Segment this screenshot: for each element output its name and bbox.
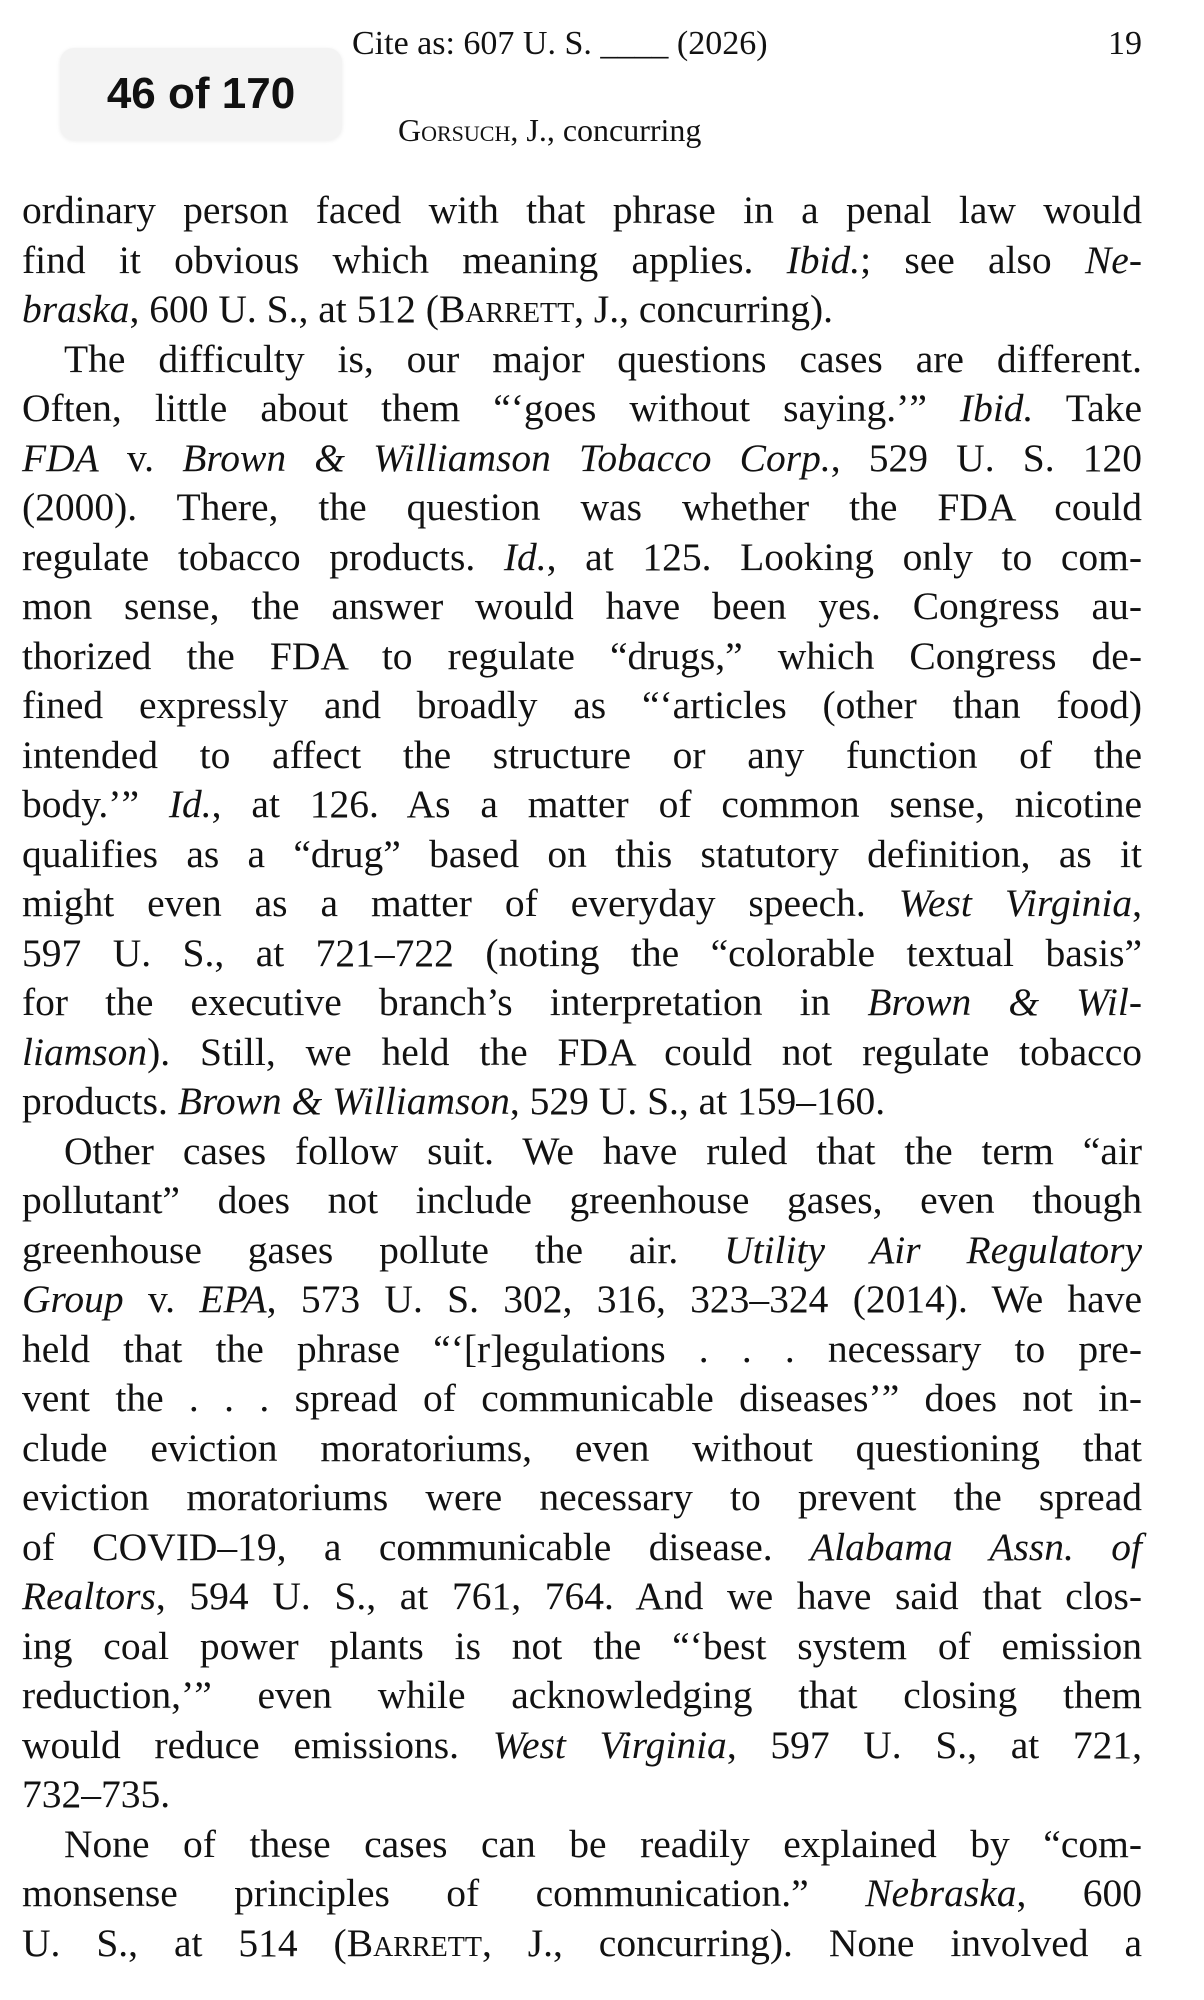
text-segment: , J., concurring). None involved a [481, 1920, 1142, 1965]
text-line [22, 681, 1142, 731]
text-segment: reduction,’” even while acknowledging that closing them [22, 1673, 1142, 1717]
text-segment: body.’” [22, 782, 169, 826]
text-segment: ing coal power plants is not the “‘best system of emission [22, 1623, 1142, 1668]
page-number: 19 [1108, 25, 1142, 62]
italic-citation: Id. [503, 534, 547, 579]
text-segment: , 529 U. S., at 159–160. [509, 1079, 886, 1123]
text-line [22, 1424, 1142, 1474]
text-segment: qualifies as a “drug” based on this statutory definition, as it [22, 831, 1142, 876]
text-line [22, 1127, 1142, 1177]
text-segment: monsense principles of communication.” [22, 1871, 866, 1915]
text-segment: , 600 [1016, 1871, 1143, 1915]
text-segment: , at 126. As a matter of common sense, nicotine [211, 782, 1142, 826]
italic-citation: Realtors [22, 1574, 156, 1618]
italic-citation: Alabama Assn. of [810, 1524, 1142, 1569]
text-segment: , 597 U. S., at 721, [726, 1722, 1143, 1767]
text-line [22, 434, 1142, 484]
text-segment: 597 U. S., at 721–722 (noting the “colorable textual basis” [22, 930, 1142, 975]
small-caps-name: Barrett [438, 287, 575, 331]
text-segment: (2000). There, the question was whether the FDA could [22, 485, 1142, 529]
text-segment: clude eviction moratoriums, even without questioning that [22, 1425, 1142, 1470]
text-segment: The difficulty is, our major questions cases are different. [64, 336, 1142, 381]
italic-citation: Id. [168, 782, 212, 826]
text-segment: held that the phrase “‘[r]egulations . . . necessary to pre- [22, 1326, 1142, 1371]
text-line [22, 1176, 1142, 1226]
text-line [22, 929, 1142, 979]
text-segment: v. [123, 1277, 200, 1321]
text-segment: , J., concurring). [574, 287, 834, 331]
text-segment: would reduce emissions. [22, 1722, 493, 1767]
italic-citation: Utility Air Regulatory [724, 1227, 1143, 1272]
text-line [22, 731, 1142, 781]
text-line [22, 1622, 1142, 1672]
text-line [22, 533, 1142, 583]
text-segment: pollutant” does not include greenhouse gases, even though [22, 1178, 1142, 1222]
text-line [22, 1077, 1142, 1127]
text-segment: ). Still, we held the FDA could not regulate tobacco [147, 1029, 1142, 1074]
text-segment: None of these cases can be readily explained by “com- [64, 1821, 1142, 1866]
citation-line: Cite as: 607 U. S. ____ (2026) [352, 25, 768, 62]
text-segment: , 594 U. S., at 761, 764. And we have said that clos- [155, 1574, 1142, 1618]
italic-citation: FDA [22, 435, 99, 480]
text-line [22, 1820, 1142, 1870]
text-line [22, 632, 1142, 682]
text-segment: Take [1033, 386, 1142, 430]
text-segment: , 600 U. S., at 512 ( [129, 287, 439, 331]
text-segment: products. [22, 1079, 178, 1123]
text-line [22, 186, 1142, 236]
text-line [22, 1770, 1142, 1820]
text-line [22, 1869, 1142, 1919]
italic-citation: Ne- [1084, 237, 1142, 282]
text-segment: fined expressly and broadly as “‘articles (other than food) [22, 683, 1142, 727]
italic-citation: West Virginia [898, 881, 1133, 925]
text-line [22, 780, 1142, 830]
opinion-body-text [22, 186, 1142, 1968]
italic-citation: liamson [22, 1029, 148, 1074]
text-segment: of COVID–19, a communicable disease. [22, 1524, 811, 1569]
italic-citation: EPA [199, 1277, 267, 1321]
text-line [22, 1721, 1142, 1771]
italic-citation: Brown & Wil- [867, 980, 1142, 1024]
text-segment: Often, little about them “‘goes without saying.’” [22, 386, 960, 430]
italic-citation: Group [22, 1277, 124, 1321]
text-segment: eviction moratoriums were necessary to prevent the spread [22, 1475, 1142, 1519]
text-line [22, 1325, 1142, 1375]
text-segment: intended to affect the structure or any function of the [22, 732, 1142, 777]
text-segment: U. S., at 514 ( [22, 1920, 347, 1965]
text-segment: v. [98, 435, 183, 480]
text-segment: , [1132, 881, 1142, 925]
page-counter-badge: 46 of 170 [60, 48, 342, 140]
text-segment: ordinary person faced with that phrase in a penal law would [22, 188, 1142, 232]
text-line [22, 335, 1142, 385]
text-line [22, 1226, 1142, 1276]
italic-citation: Nebraska [865, 1871, 1017, 1915]
italic-citation: Ibid. [786, 237, 861, 282]
text-line [22, 1374, 1142, 1424]
text-segment: regulate tobacco products. [22, 534, 504, 579]
text-line [22, 879, 1142, 929]
text-line [22, 384, 1142, 434]
italic-citation: Brown & Williamson [177, 1079, 510, 1123]
text-segment: find it obvious which meaning applies. [22, 237, 787, 282]
text-line [22, 1919, 1142, 1969]
italic-citation: West Virginia [492, 1722, 727, 1767]
text-segment: Other cases follow suit. We have ruled that the term “air [64, 1128, 1142, 1173]
text-line [22, 1671, 1142, 1721]
text-segment: vent the . . . spread of communicable diseases’” does not in- [22, 1376, 1142, 1420]
text-segment: , 529 U. S. 120 [830, 435, 1142, 480]
text-line [22, 483, 1142, 533]
text-line [22, 1275, 1142, 1325]
italic-citation: braska [22, 287, 130, 331]
text-segment: thorized the FDA to regulate “drugs,” which Congress de- [22, 633, 1142, 678]
small-caps-name: Barrett [346, 1920, 482, 1965]
text-line [22, 285, 1142, 335]
text-segment: for the executive branch’s interpretation in [22, 980, 868, 1024]
text-segment: greenhouse gases pollute the air. [22, 1227, 725, 1272]
text-line [22, 582, 1142, 632]
justice-name: Gorsuch [398, 112, 511, 148]
text-line [22, 1028, 1142, 1078]
text-segment: , 573 U. S. 302, 316, 323–324 (2014). We have [266, 1277, 1142, 1321]
text-segment: , at 125. Looking only to com- [546, 534, 1142, 579]
italic-citation: Ibid. [959, 386, 1034, 430]
text-line [22, 1572, 1142, 1622]
text-line [22, 1523, 1142, 1573]
running-head [398, 108, 701, 152]
text-segment: ; see also [860, 237, 1085, 282]
text-segment: 732–735. [22, 1772, 171, 1816]
text-line [22, 1473, 1142, 1523]
running-head-suffix: , J., concurring [510, 112, 702, 148]
text-line [22, 830, 1142, 880]
text-line [22, 236, 1142, 286]
text-segment: might even as a matter of everyday speech. [22, 881, 899, 925]
text-segment: mon sense, the answer would have been yes. Congress au- [22, 584, 1142, 628]
text-line [22, 978, 1142, 1028]
italic-citation: Brown & Williamson Tobacco Corp. [182, 435, 831, 480]
